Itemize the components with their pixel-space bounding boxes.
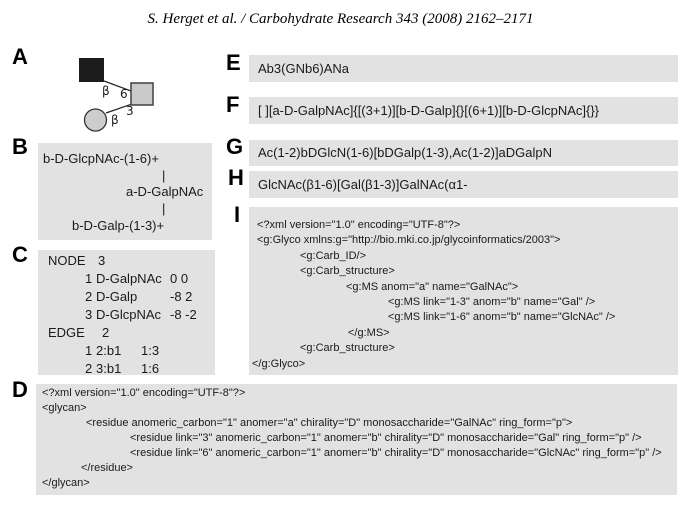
- edge-row: [38, 343, 215, 361]
- xml-line: <residue link="6" anomeric_carbon="1" anomer="b" chirality="D" monosaccharide="GlcNAc" ring_form="p" />: [130, 447, 662, 459]
- edge-link: 2:b1: [96, 343, 122, 358]
- edge-parent: 1:3: [141, 343, 160, 358]
- panel-f-box: [249, 97, 678, 124]
- anomer-beta-upper: β: [102, 84, 110, 98]
- linkage-position-6: 6: [120, 87, 128, 101]
- panel-label-a: A: [12, 44, 28, 69]
- xml-line: <residue anomeric_carbon="1" anomer="a" chirality="D" monosaccharide="GalNAc" ring_form="p">: [86, 417, 573, 429]
- edge-keyword: EDGE: [48, 325, 85, 340]
- bcsdb-notation: Ac(1-2)bDGlcN(1-6)[bDGalp(1-3),Ac(1-2)]aDGalpN: [258, 145, 553, 160]
- node-name: D-Galp: [96, 289, 138, 304]
- xml-line: <residue link="3" anomeric_carbon="1" anomer="b" chirality="D" monosaccharide="Gal" ring_form="p" />: [130, 432, 642, 444]
- panel-g-box: [249, 140, 678, 166]
- node-coords: 0 0: [170, 271, 189, 286]
- xml-line: <g:Glyco xmlns:g="http://bio.mki.co.jp/glycoinformatics/2003">: [257, 234, 561, 246]
- glycan-symbol-diagram: [60, 50, 175, 145]
- node-keyword: NODE: [48, 253, 86, 268]
- xml-line: <g:Carb_structure>: [300, 265, 395, 277]
- linucs-notation: [ ][a-D-GalpNAc]{[(3+1)][b-D-Galp]{}[(6+1)][b-D-GlcpNAc]{}}: [258, 103, 600, 118]
- linearcode-notation: Ab3(GNb6)ANa: [258, 61, 350, 76]
- xml-line: </g:MS>: [348, 327, 390, 339]
- edge-row: [38, 361, 215, 379]
- journal-citation: S. Herget et al. / Carbohydrate Research 343 (2008) 2162–2171: [147, 11, 534, 27]
- panel-b-line: a-D-GalpNAc: [126, 184, 204, 199]
- node-coords: -8 -2: [170, 307, 197, 322]
- panel-c-node-header: [38, 253, 215, 271]
- panel-b-line: b-D-GlcpNAc-(1-6)+: [43, 151, 159, 166]
- panel-b-branch-bar: |: [162, 168, 166, 183]
- edge-parent: 1:6: [141, 361, 160, 376]
- node-coords: -8 2: [170, 289, 193, 304]
- node-number: 2: [85, 289, 93, 304]
- panel-label-d: D: [12, 377, 28, 402]
- xml-line: <g:MS link="1-3" anom="b" name="Gal" />: [388, 296, 596, 308]
- panel-b-line: b-D-Galp-(1-3)+: [72, 218, 165, 233]
- node-number: 3: [85, 307, 93, 322]
- iupac-short-notation: GlcNAc(β1-6)[Gal(β1-3)]GalNAc(α1-: [258, 177, 468, 192]
- edge-count: 2: [102, 325, 110, 340]
- panel-h-box: [249, 171, 678, 198]
- node-row: [38, 271, 215, 289]
- circle-residue-icon: [85, 109, 107, 131]
- xml-line: <g:MS link="1-6" anom="b" name="GlcNAc" />: [388, 311, 616, 323]
- linkage-position-3: 3: [126, 104, 134, 118]
- panel-label-i: I: [234, 202, 241, 227]
- panel-b-branch-bar: |: [162, 201, 166, 216]
- panel-label-f: F: [226, 92, 240, 117]
- xml-line: </residue>: [81, 462, 133, 474]
- edge-number: 2: [85, 361, 93, 376]
- panel-label-e: E: [226, 50, 241, 75]
- filled-square-residue-icon: [79, 58, 104, 82]
- node-number: 1: [85, 271, 93, 286]
- panel-label-g: G: [226, 134, 244, 159]
- panel-c-edge-header: [38, 325, 215, 343]
- node-row: [38, 289, 215, 307]
- node-count: 3: [98, 253, 106, 268]
- xml-line: </glycan>: [42, 477, 90, 489]
- panel-label-b: B: [12, 134, 28, 159]
- panel-label-c: C: [12, 242, 28, 267]
- xml-line: <?xml version="1.0" encoding="UTF-8"?>: [257, 219, 461, 231]
- node-name: D-GlcpNAc: [96, 307, 162, 322]
- xml-line: <g:Carb_ID/>: [300, 250, 367, 262]
- panel-label-h: H: [228, 165, 244, 190]
- node-name: D-GalpNAc: [96, 271, 162, 286]
- anomer-beta-lower: β: [111, 113, 119, 127]
- xml-line: </g:Glyco>: [252, 358, 306, 370]
- panel-e-box: [249, 55, 678, 82]
- open-square-residue-icon: [131, 83, 153, 105]
- node-row: [38, 307, 215, 325]
- xml-line: <?xml version="1.0" encoding="UTF-8"?>: [42, 387, 246, 399]
- edge-number: 1: [85, 343, 93, 358]
- xml-line: <glycan>: [42, 402, 87, 414]
- edge-link: 3:b1: [96, 361, 122, 376]
- xml-line: <g:MS anom="a" name="GalNAc">: [346, 281, 519, 293]
- xml-line: <g:Carb_structure>: [300, 342, 395, 354]
